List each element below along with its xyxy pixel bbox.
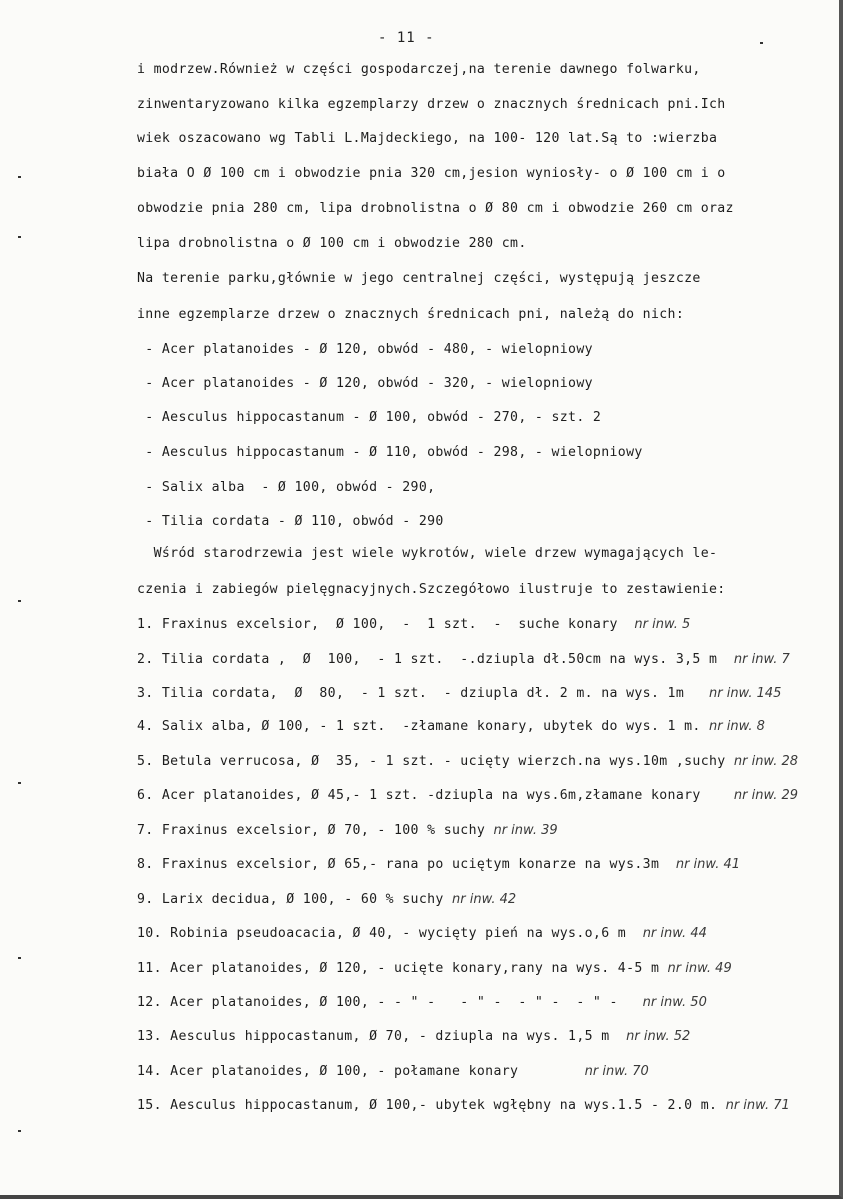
damage-item: [137, 961, 732, 976]
margin-mark: [18, 176, 21, 178]
damage-item-text: 14. Acer platanoides, Ø 100, - połamane konary: [137, 1064, 519, 1079]
text-line: obwodzie pnia 280 cm, lipa drobnolistna o Ø 80 cm i obwodzie 260 cm oraz: [137, 201, 734, 216]
damage-item: [137, 686, 781, 701]
damage-item: [137, 926, 707, 941]
inventory-note: nr inw. 42: [452, 892, 517, 907]
damage-item-text: 8. Fraxinus excelsior, Ø 65,- rana po uciętym konarze na wys.3m: [137, 857, 660, 872]
damage-item: [137, 1098, 790, 1113]
inventory-note: nr inw. 52: [626, 1029, 691, 1044]
inventory-note: nr inw. 41: [675, 857, 741, 872]
inventory-note: nr inw. 5: [634, 617, 691, 632]
damage-item: [137, 617, 690, 632]
damage-item: [137, 1064, 649, 1079]
text-line: wiek oszacowano wg Tabli L.Majdeckiego, na 100- 120 lat.Są to :wierzba: [137, 131, 718, 146]
margin-mark: [760, 42, 763, 44]
damage-item: [137, 857, 740, 872]
inventory-note: nr inw. 145: [708, 686, 782, 701]
damage-item-text: 7. Fraxinus excelsior, Ø 70, - 100 % suchy: [137, 823, 486, 838]
specimen-item: - Tilia cordata - Ø 110, obwód - 290: [137, 514, 444, 529]
text-line: inne egzemplarze drzew o znacznych średnicach pni, należą do nich:: [137, 307, 685, 322]
inventory-note: nr inw. 49: [667, 961, 732, 976]
text-line: zinwentaryzowano kilka egzemplarzy drzew o znacznych średnicach pni.Ich: [137, 97, 726, 112]
damage-item-text: 15. Aesculus hippocastanum, Ø 100,- ubytek wgłębny na wys.1.5 - 2.0 m.: [137, 1098, 718, 1113]
margin-mark: [18, 1130, 21, 1132]
inventory-note: nr inw. 8: [709, 719, 765, 734]
damage-item: [137, 754, 798, 769]
inventory-note: nr inw. 70: [584, 1064, 649, 1079]
inventory-note: nr inw. 28: [733, 754, 799, 769]
inventory-note: nr inw. 7: [733, 652, 790, 667]
damage-item: [137, 788, 798, 803]
damage-item: [137, 652, 790, 667]
damage-item-text: 2. Tilia cordata , Ø 100, - 1 szt. -.dziupla dł.50cm na wys. 3,5 m: [137, 652, 718, 667]
specimen-item: - Acer platanoides - Ø 120, obwód - 320, - wielopniowy: [137, 376, 593, 391]
damage-item-text: 1. Fraxinus excelsior, Ø 100, - 1 szt. - suche konary: [137, 617, 618, 632]
specimen-item: - Aesculus hippocastanum - Ø 100, obwód - 270, - szt. 2: [137, 410, 602, 425]
margin-mark: [18, 782, 21, 784]
inventory-note: nr inw. 44: [642, 926, 707, 941]
damage-item: [137, 719, 765, 734]
text-line: Wśród starodrzewia jest wiele wykrotów, wiele drzew wymagających le-: [137, 546, 718, 561]
inventory-note: nr inw. 39: [493, 823, 558, 838]
damage-item: [137, 1029, 690, 1044]
inventory-note: nr inw. 50: [642, 995, 707, 1010]
damage-item-text: 11. Acer platanoides, Ø 120, - ucięte konary,rany na wys. 4-5 m: [137, 961, 660, 976]
damage-item-text: 6. Acer platanoides, Ø 45,- 1 szt. -dziupla na wys.6m,złamane konary: [137, 788, 701, 803]
margin-mark: [18, 236, 21, 238]
specimen-item: - Salix alba - Ø 100, obwód - 290,: [137, 480, 436, 495]
page-number: - 11 -: [378, 30, 435, 46]
text-line: Na terenie parku,głównie w jego centralnej części, występują jeszcze: [137, 271, 701, 286]
damage-item-text: 9. Larix decidua, Ø 100, - 60 % suchy: [137, 892, 444, 907]
damage-item-text: 13. Aesculus hippocastanum, Ø 70, - dziupla na wys. 1,5 m: [137, 1029, 610, 1044]
margin-mark: [18, 957, 21, 959]
damage-item-text: 3. Tilia cordata, Ø 80, - 1 szt. - dziupla dł. 2 m. na wys. 1m: [137, 686, 685, 701]
text-line: i modrzew.Również w części gospodarczej,na terenie dawnego folwarku,: [137, 62, 701, 77]
damage-item-text: 5. Betula verrucosa, Ø 35, - 1 szt. - ucięty wierzch.na wys.10m ,suchy: [137, 754, 726, 769]
text-line: biała O Ø 100 cm i obwodzie pnia 320 cm,jesion wyniosły- o Ø 100 cm i o: [137, 166, 726, 181]
damage-item-text: 4. Salix alba, Ø 100, - 1 szt. -złamane konary, ubytek do wys. 1 m.: [137, 719, 701, 734]
damage-item-text: 12. Acer platanoides, Ø 100, - - " - - " - - " - - " -: [137, 995, 618, 1010]
text-line: lipa drobnolistna o Ø 100 cm i obwodzie 280 cm.: [137, 236, 527, 251]
damage-item: [137, 823, 558, 838]
damage-item: [137, 995, 707, 1010]
margin-mark: [18, 600, 21, 602]
inventory-note: nr inw. 29: [733, 788, 799, 803]
text-line: czenia i zabiegów pielęgnacyjnych.Szczegółowo ilustruje to zestawienie:: [137, 582, 726, 597]
specimen-item: - Acer platanoides - Ø 120, obwód - 480, - wielopniowy: [137, 342, 593, 357]
damage-item-text: 10. Robinia pseudoacacia, Ø 40, - wycięty pień na wys.o,6 m: [137, 926, 627, 941]
damage-item: [137, 892, 516, 907]
inventory-note: nr inw. 71: [725, 1098, 790, 1113]
specimen-item: - Aesculus hippocastanum - Ø 110, obwód - 298, - wielopniowy: [137, 445, 643, 460]
